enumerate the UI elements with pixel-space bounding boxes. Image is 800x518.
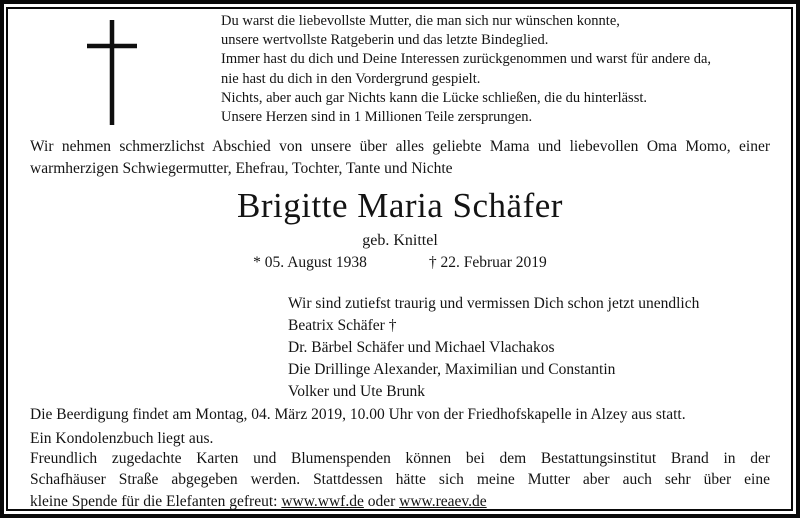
farewell-line: Wir nehmen schmerzlichst Abschied von unsere über alles geliebte Mama und liebevollen Oma Momo, einer — [30, 138, 770, 155]
mourner-line: Dr. Bärbel Schäfer und Michael Vlachakos — [288, 339, 555, 356]
epitaph-line: Du warst die liebevollste Mutter, die man sich nur wünschen konnte, — [221, 13, 620, 29]
farewell-line: warmherzigen Schwiegermutter, Ehefrau, Tochter, Tante und Nichte — [30, 159, 453, 177]
epitaph-line: nie hast du dich in den Vordergrund gespielt. — [221, 70, 481, 87]
donation-info — [30, 448, 770, 512]
donation-line: Freundlich zugedachte Karten und Blumenspenden können bei dem Bestattungsinstitut Brand in der — [30, 450, 770, 467]
farewell-paragraph — [30, 136, 770, 179]
mourner-line: Volker und Ute Brunk — [288, 383, 426, 400]
donation-links-line — [30, 491, 770, 512]
latin-cross-icon — [86, 19, 138, 127]
reaev-link[interactable]: www.reaev.de — [399, 492, 487, 510]
donation-line: Schafhäuser Straße abgegeben werden. Stattdessen hätte sich meine Mutter aber auch sehr über eine — [30, 471, 770, 489]
link-separator: oder — [367, 492, 396, 510]
wwf-link[interactable]: www.wwf.de — [281, 492, 364, 510]
maiden-name: geb. Knittel — [362, 232, 438, 249]
mourners-intro-line: Wir sind zutiefst traurig und vermissen Dich schon jetzt unendlich — [288, 295, 700, 312]
life-dates — [0, 254, 800, 272]
deceased-name: Brigitte Maria Schäfer — [237, 186, 563, 225]
funeral-date-line: Die Beerdigung findet am Montag, 04. März 2019, 10.00 Uhr von der Friedhofskapelle in Alzey aus statt. — [30, 406, 686, 423]
donation-line-prefix: kleine Spende für die Elefanten gefreut: — [30, 492, 278, 510]
condolence-book-line: Ein Kondolenzbuch liegt aus. — [30, 430, 214, 447]
mourner-line: Die Drillinge Alexander, Maximilian und Constantin — [288, 361, 616, 378]
epitaph-line: Nichts, aber auch gar Nichts kann die Lücke schließen, die du hinterlässt. — [221, 89, 648, 106]
epitaph-line: Immer hast du dich und Deine Interessen zurückgenommen und warst für andere da, — [221, 51, 712, 68]
funeral-info — [30, 403, 770, 451]
epitaph-line: Unsere Herzen sind in 1 Millionen Teile zersprungen. — [221, 109, 533, 126]
mourners-list — [288, 293, 758, 403]
epitaph-verse — [221, 12, 761, 127]
epitaph-line: unsere wertvollste Ratgeberin und das letzte Bindeglied. — [221, 32, 549, 49]
birth-date: * 05. August 1938 — [253, 254, 367, 271]
death-date: † 22. Februar 2019 — [428, 254, 547, 271]
mourner-line: Beatrix Schäfer † — [288, 317, 397, 334]
